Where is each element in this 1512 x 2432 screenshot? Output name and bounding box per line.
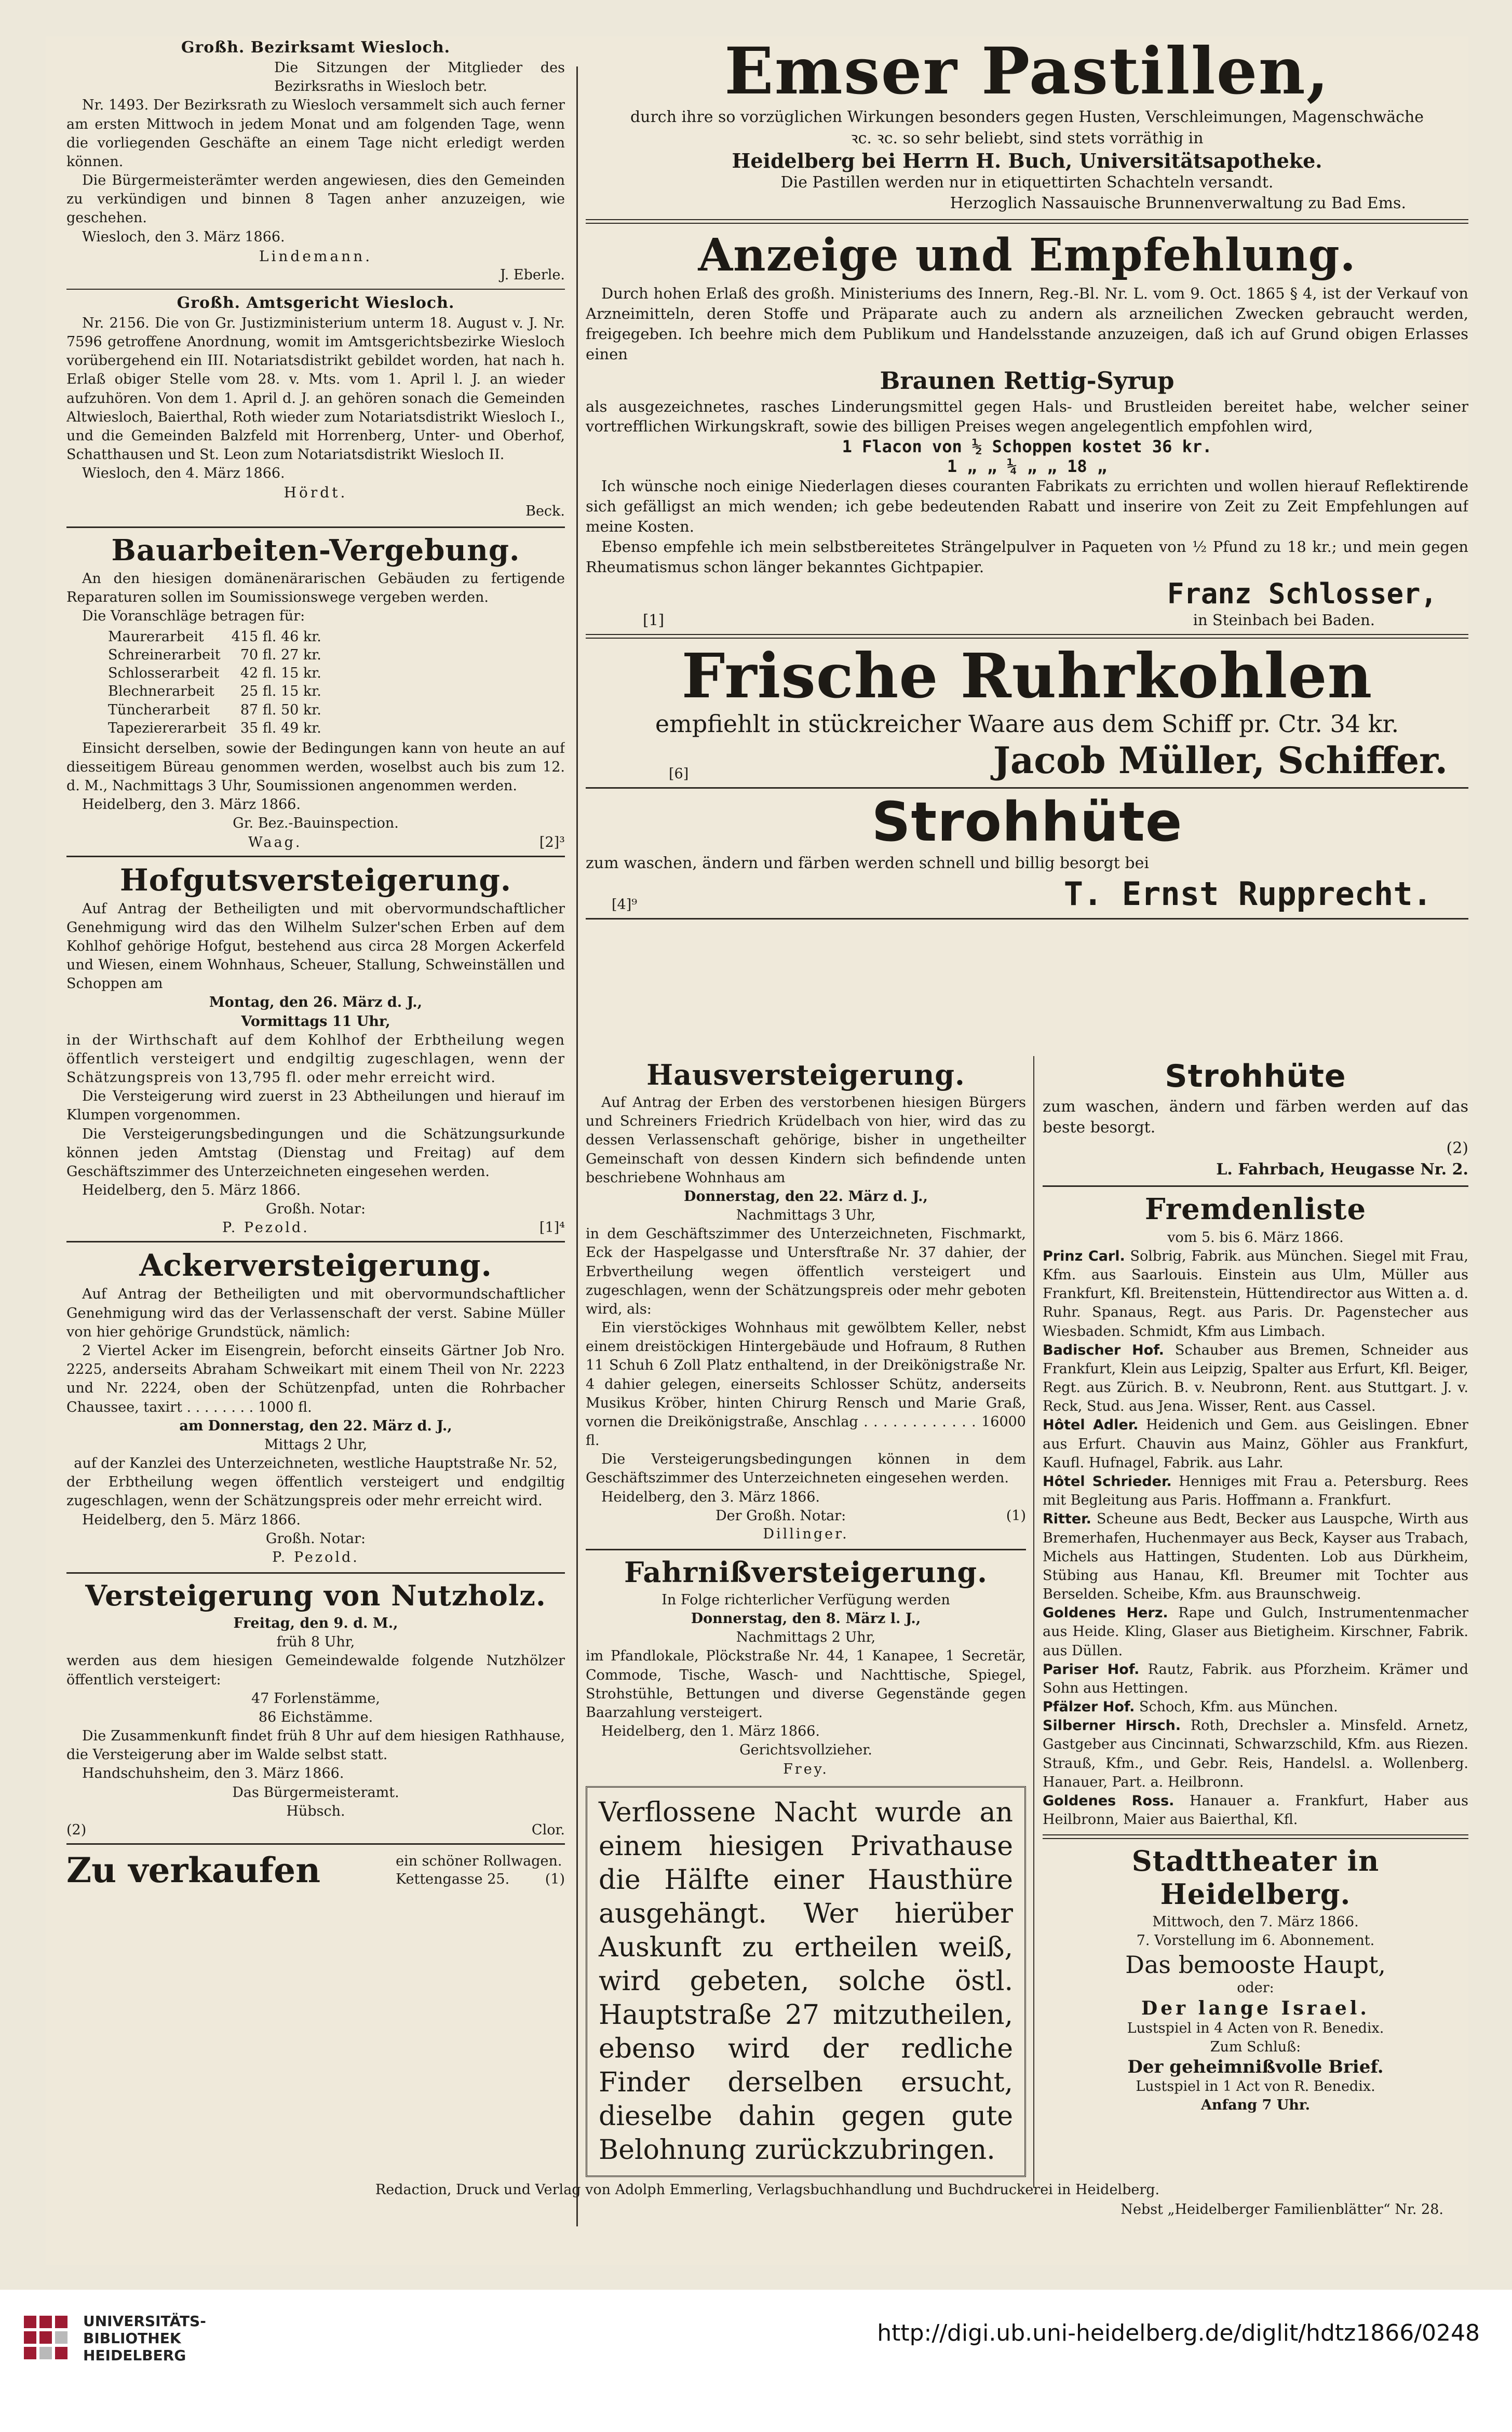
emser-line3: Heidelberg bei Herrn H. Buch, Universitätsapotheke. (732, 148, 1322, 172)
cost-row (108, 701, 329, 719)
bezirksamt-date: Wiesloch, den 3. März 1866. (82, 228, 285, 245)
hofgut-ref: [1]⁴ (539, 1220, 565, 1236)
divider (586, 219, 1468, 224)
stroh2-title: Strohhüte (1165, 1058, 1346, 1095)
nutzholz-ref: (2) (66, 1821, 87, 1838)
fremden-text: Solbrig, Fabrik. aus München. Siegel mit Frau, Kfm. aus Saarlouis. Einstein aus Ulm, Müller aus Frankfurt, Kfl. Breitenstein, Hüttendirector aus Witten a. d. Ruhr. Spanaus, Regt. aus Paris. Dr. Pagenstecher aus Wiesbaden. Schmidt, Kfm aus Limbach. (1043, 1248, 1468, 1340)
divider (66, 526, 565, 528)
fremden-hotel: Goldenes Herz. (1043, 1605, 1168, 1622)
fremden-entry (1043, 1247, 1468, 1341)
cost-name: Tüncherarbeit (108, 701, 210, 718)
hofgut-title: Hofgutsversteigerung. (119, 862, 512, 898)
fremden-entry (1043, 1792, 1468, 1829)
haus-office-row (586, 1508, 1026, 1524)
anzeige-product: Braunen Rettig-Syrup (880, 366, 1174, 395)
hofgut-when1: Montag, den 26. März d. J., (209, 994, 423, 1011)
anzeige-place: in Steinbach bei Baden. (1193, 611, 1375, 629)
fremden-text: Rape und Gulch, Instrumentenmacher aus Heide. Kling, Glaser aus Bietigheim. Kirschner, Fabrik. aus Düllen. (1043, 1605, 1468, 1659)
stroh2-line1: zum waschen, ändern und färben werden auf das beste besorgt. (1043, 1098, 1468, 1137)
bezirksamt-body: Nr. 1493. Der Bezirksrath zu Wiesloch versammelt sich auch ferner am ersten Mittwoch in jedem Monat und am folgenden Tage, wenn die vorliegenden Geschäfte an einem Tage nicht erledigt werden können. (66, 97, 565, 170)
divider (66, 1843, 565, 1845)
bezirksamt-title: Großh. Bezirksamt Wiesloch. (181, 38, 451, 57)
nutzholz-ref-row (66, 1822, 565, 1838)
kohlen-title: Frische Ruhrkohlen (681, 639, 1373, 712)
lower-right-section (586, 1056, 1468, 2204)
divider (1043, 1185, 1468, 1187)
fremden-text: Henniges mit Frau a. Petersburg. Rees mit Begleitung aus Paris. Hoffmann a. Frankfurt. (1043, 1473, 1468, 1509)
nutzholz-when2: früh 8 Uhr, (276, 1634, 355, 1651)
kohlen-name-row (586, 739, 1468, 782)
bauarbeiten-lead: Die Voranschläge betragen für: (82, 607, 305, 624)
fremden-hotel: Badischer Hof. (1043, 1342, 1164, 1358)
verkaufen-ref: (1) (545, 1871, 565, 1887)
emser-line5: Herzoglich Nassauische Brunnenverwaltung zu Bad Ems. (950, 194, 1406, 212)
cost-amount: 25 fl. 15 kr. (240, 683, 321, 700)
bauarbeiten-body: An den hiesigen domänenärarischen Gebäuden zu fertigende Reparaturen sollen im Soumissionswege vergeben werden. (66, 570, 565, 605)
bauarbeiten-office: Gr. Bez.-Bauinspection. (233, 815, 399, 832)
hofgut-when2: Vormittags 11 Uhr, (241, 1013, 390, 1030)
divider (586, 1549, 1026, 1550)
theater-line4: Zum Schluß: (1210, 2038, 1301, 2055)
bauarbeiten-sig-row (66, 834, 565, 850)
theater-line3: Lustspiel in 4 Acten von R. Benedix. (1127, 2020, 1384, 2036)
acker-when2: Mittags 2 Uhr, (264, 1436, 368, 1453)
nutzholz-body2: Die Zusammenkunft findet früh 8 Uhr auf dem hiesigen Rathhause, die Versteigerung aber im Walde selbst statt. (66, 1728, 565, 1763)
anzeige-title: Anzeige und Empfehlung. (698, 229, 1356, 282)
nutzholz-body: werden aus dem hiesigen Gemeindewalde folgende Nutzhölzer öffentlich versteigert: (66, 1653, 565, 1688)
cost-row (108, 646, 329, 664)
divider (586, 634, 1468, 639)
theater-line5: Lustspiel in 1 Act von R. Benedix. (1136, 2078, 1375, 2095)
bauarbeiten-table (108, 628, 329, 737)
cost-name: Schreinerarbeit (108, 647, 221, 664)
fremden-hotel: Ritter. (1043, 1511, 1091, 1528)
lower-right-col1 (586, 1056, 1026, 2177)
amtsgericht-sig1: Hördt. (284, 484, 348, 502)
theater-play2: Der lange Israel. (1141, 1997, 1370, 2019)
fahrniss-body: In Folge richterlicher Verfügung werden (662, 1591, 950, 1608)
right-column (586, 36, 1468, 2222)
stroh1-ref: [4]⁹ (612, 896, 638, 913)
fremden-hotel: Goldenes Ross. (1043, 1792, 1174, 1809)
fremden-entry (1043, 1698, 1468, 1717)
stroh1-title: Strohhüte (871, 790, 1183, 854)
fremden-entry (1043, 1416, 1468, 1472)
verkaufen-line1: ein schöner Rollwagen. (396, 1853, 562, 1869)
hofgut-date: Heidelberg, den 5. März 1866. (82, 1182, 301, 1199)
fremden-entry (1043, 1472, 1468, 1510)
inner-column-rule (1033, 1056, 1034, 2188)
university-library-logo-icon (21, 2313, 71, 2362)
fahrniss-title: Fahrnißversteigerung. (624, 1555, 988, 1589)
amtsgericht-title: Großh. Amtsgericht Wiesloch. (177, 293, 455, 312)
haus-office: Der Großh. Notar: (716, 1507, 846, 1524)
fremden-text: Rautz, Fabrik. aus Pforzheim. Krämer und Sohn aus Hettingen. (1043, 1661, 1468, 1696)
anzeige-body4: Ebenso empfehle ich mein selbstbereitetes Strängelpulver in Paqueten von ½ Pfund zu 18 kr.; und mein gegen Rheumatismus schon länger bekanntes Gichtpapier. (586, 537, 1468, 576)
bauarbeiten-date: Heidelberg, den 3. März 1866. (82, 796, 301, 813)
acker-date: Heidelberg, den 5. März 1866. (82, 1511, 301, 1528)
divider (66, 289, 565, 290)
acker-body4: der Erbtheilung wegen öffentlich versteigert und endgiltig zugeschlagen, wenn der Schätzungspreis oder mehr erreicht wird. (66, 1474, 565, 1509)
divider (586, 918, 1468, 920)
acker-body3: auf der Kanzlei des Unterzeichneten, westliche Hauptstraße Nr. 52, (74, 1455, 558, 1472)
haus-body2: in dem Geschäftszimmer des Unterzeichneten, Fischmarkt, Eck der Haspelgasse und Untersftraße Nr. 37 dahier, der Erbvertheilung wegen öffentlich versteigert und zugeschlagen, wenn der Schätzungspreis oder mehr geboten wird, als: (586, 1226, 1026, 1317)
kohlen-ref: [6] (669, 766, 689, 782)
nutzholz-sig2: Clor. (531, 1821, 565, 1838)
cost-amount: 42 fl. 15 kr. (240, 665, 321, 682)
library-name-line1: UNIVERSITÄTS- (83, 2313, 206, 2330)
library-name-line2: BIBLIOTHEK (83, 2330, 181, 2347)
verkaufen-line2-row (396, 1870, 565, 1888)
cost-amount: 70 fl. 27 kr. (240, 647, 321, 664)
fremden-hotel: Pariser Hof. (1043, 1661, 1140, 1678)
fremden-entry (1043, 1660, 1468, 1698)
stroh1-line1: zum waschen, ändern und färben werden schnell und billig besorgt bei (586, 854, 1149, 872)
fremden-hotel: Silberner Hirsch. (1043, 1718, 1181, 1734)
fremden-entry (1043, 1341, 1468, 1416)
fremden-text: Schauber aus Bremen, Schneider aus Frankfurt, Klein aus Leipzig, Spalter aus Erfurt, Kfl. Beiger, Regt. aus Zürich. B. v. Neubronn, Rent. aus Stuttgart. J. v. Reck, Stud. aus Jena. Wisser, Rent. aus Cassel. (1043, 1342, 1468, 1415)
anzeige-ref: [1] (643, 611, 665, 629)
library-name-line3: HEIDELBERG (83, 2347, 186, 2365)
haus-body4: Die Versteigerungsbedingungen können in dem Geschäftszimmer des Unterzeichneten eingesehen werden. (586, 1451, 1026, 1487)
fremden-text: Scheune aus Bedt, Becker aus Lauspche, Wirth aus Bremerhafen, Huchenmayer aus Beck, Kayser aus Trabach, Michels aus Hattingen, Studenten. Lob aus Dürkheim, Stübing aus Hanau, Kfl. Breumer mit Tochter aus Berselden. Scheibe, Kfm. aus Braunschweig. (1043, 1511, 1468, 1603)
divider (66, 1572, 565, 1574)
bezirksamt-sig2: J. Eberle. (500, 266, 565, 283)
fremden-entry (1043, 1510, 1468, 1604)
verkaufen-ad (66, 1850, 565, 1890)
acker-title: Ackerversteigerung. (139, 1248, 492, 1283)
fahrniss-office: Gerichtsvollzieher. (739, 1742, 872, 1759)
stroh1-name-row (586, 875, 1468, 913)
emser-line4: Die Pastillen werden nur in etiquettirten Schachteln versandt. (780, 173, 1274, 192)
nutzholz-date: Handschuhsheim, den 3. März 1866. (82, 1765, 344, 1782)
amtsgericht-date: Wiesloch, den 4. März 1866. (82, 465, 285, 482)
verloren-text: Verflossene Nacht wurde an einem hiesigen Privathause die Hälfte einer Hausthüre ausgehängt. Wer hierüber Auskunft zu ertheilen weiß, wird gebeten, solche östl. Hauptstraße 27 mitzutheilen, ebenso wird der redliche Finder derselben ersucht, dieselbe dahin gegen gute Belohnung zurückzubringen. (599, 1796, 1013, 2166)
theater-play3: Der geheimnißvolle Brief. (1127, 2057, 1384, 2078)
hofgut-body3: Die Versteigerung wird zuerst in 23 Abtheilungen und hierauf im Klumpen vorgenommen. (66, 1088, 565, 1124)
fahrniss-body2: im Pfandlokale, Plöckstraße Nr. 44, 1 Kanapee, 1 Secretär, Commode, Tische, Wasch- und Nachttische, Spiegel, Strohstühle, Bettungen und diverse Gegenstände gegen Baarzahlung versteigert. (586, 1648, 1026, 1721)
fremden-entry (1043, 1604, 1468, 1660)
haus-body3: Ein vierstöckiges Wohnhaus mit gewölbtem Keller, nebst einem dreistöckigen Hintergebäude und Hofraum, 8 Ruthen 11 Schuh 6 Zoll Platz enthaltend, in der Dreikönigstraße Nr. 4 dahier gelegen, einerseits Schlosser Schütz, anderseits Musikus Kröber, hinten Chirurg Rensch und Marie Graß, vornen die Dreikönigstraße, Anschlag . . . . . . . . . . . . 16000 fl. (586, 1320, 1026, 1449)
acker-sig: P. Pezold. (272, 1549, 359, 1565)
fremden-text: Roth, Drechsler a. Minsfeld. Arnetz, Gastgeber aus Cincinnati, Schwarzschild, Kfm. aus Riezen. Strauß, Kfm., und Gebr. Reis, Handelsl. a. Wollenberg. Hanauer, Part. a. Heilbronn. (1043, 1718, 1468, 1790)
cost-row (108, 719, 329, 737)
fremden-text: Heidenich und Gem. aus Geislingen. Ebner aus Erfurt. Chauvin aus Mainz, Göhler aus Frankfurt, Kaufl. Hufnagel, Fabrik. aus Lahr. (1043, 1417, 1468, 1471)
anzeige-place-row (586, 611, 1468, 629)
divider (586, 787, 1468, 789)
haus-when1: Donnerstag, den 22. März d. J., (684, 1188, 928, 1205)
verkaufen-title: Zu verkaufen (66, 1849, 321, 1890)
theater-line6: Anfang 7 Uhr. (1200, 2097, 1311, 2114)
haus-body: Auf Antrag der Erben des verstorbenen hiesigen Bürgers und Schreiners Friedrich Krüdelbach von hier, wird das zu dessen Verlassenschaft gehörige, bisher in ungetheilter Gemeinschaft von dessen Kindern sich befindende unten beschriebene Wohnhaus am (586, 1095, 1026, 1186)
footer-supplement: Nebst „Heidelberger Familienblätter“ Nr. 28. (1120, 2201, 1443, 2218)
lower-right-col2 (1043, 1056, 1468, 2115)
library-name (83, 2313, 206, 2364)
fahrniss-sig: Frey. (783, 1761, 829, 1777)
hofgut-sig-row (66, 1220, 565, 1236)
digital-library-url[interactable]: http://digi.ub.uni-heidelberg.de/diglit/hdtz1866/0248 (877, 2320, 1480, 2346)
amtsgericht-sig2: Beck. (525, 503, 565, 520)
cost-amount: 415 fl. 46 kr. (231, 629, 321, 645)
divider (66, 1241, 565, 1242)
verkaufen-line2: Kettengasse 25. (396, 1871, 510, 1887)
hofgut-body2: in der Wirthschaft auf dem Kohlhof der Erbtheilung wegen öffentlich versteigert und endgiltig zugeschlagen, wenn der Schätzungspreis von 13,795 fl. oder mehr erreicht wird. (66, 1032, 565, 1086)
cost-name: Maurerarbeit (108, 629, 204, 645)
theater-line2: 7. Vorstellung im 6. Abonnement. (1136, 1933, 1375, 1949)
fahrniss-when2: Nachmittags 2 Uhr, (736, 1629, 876, 1646)
theater-line1: Mittwoch, den 7. März 1866. (1152, 1914, 1359, 1930)
theater-title: Stadttheater in Heidelberg. (1131, 1844, 1380, 1911)
fremden-sub: vom 5. bis 6. März 1866. (1167, 1229, 1344, 1246)
kohlen-name: Jacob Müller, Schiffer. (993, 739, 1448, 782)
fremden-text: Schoch, Kfm. aus München. (1139, 1699, 1338, 1715)
fremden-text: Hanauer a. Frankfurt, Haber aus Heilbronn, Maier aus Baierthal, Kfl. (1043, 1792, 1468, 1828)
left-column (66, 36, 565, 2222)
haus-sig: Dillinger. (763, 1525, 849, 1542)
acker-office: Großh. Notar: (265, 1530, 366, 1547)
nutzholz-when1: Freitag, den 9. d. M., (233, 1615, 398, 1632)
anzeige-price2: 1 „ „ ¼ „ „ 18 „ (947, 456, 1108, 477)
cost-name: Tapeziererarbeit (108, 720, 226, 736)
hofgut-body4: Die Versteigerungsbedingungen und die Schätzungsurkunde können jeden Amtstag (Dienstag und Freitag) auf dem Geschäftszimmer des Unterzeichneten eingesehen werden. (66, 1126, 565, 1180)
fremden-title: Fremdenliste (1144, 1192, 1367, 1226)
hofgut-sig: P. Pezold. (222, 1220, 309, 1236)
anzeige-price1: 1 Flacon von ½ Schoppen kostet 36 kr. (842, 437, 1212, 457)
divider (66, 856, 565, 857)
library-bar (0, 2290, 1512, 2432)
bezirksamt-sig1: Lindemann. (259, 247, 373, 265)
haus-date: Heidelberg, den 3. März 1866. (601, 1489, 820, 1505)
nutzholz-title: Versteigerung von Nutzholz. (85, 1579, 546, 1613)
newspaper-page (46, 36, 1468, 2265)
cost-name: Schlosserarbeit (108, 665, 220, 682)
bauarbeiten-sig: Waag. (248, 834, 302, 850)
anzeige-body2: als ausgezeichnetes, rasches Linderungsmittel gegen Hals- und Brustleiden bereitet habe, welcher seiner vortrefflichen Wirkungskraft, sowie des billigen Preises wegen angelegentlich empfohlen wird, (586, 397, 1468, 436)
amtsgericht-body: Nr. 2156. Die von Gr. Justizministerium unterm 18. August v. J. Nr. 7596 getroffene Anordnung, womit im Amtsgerichtsbezirke Wiesloch vorübergehend ein III. Notariatsdistrikt gebildet worden, hat nach h. Erlaß obiger Stelle vom 28. v. Mts. vom 1. April l. J. an wieder aufzuhören. Von dem 1. April d. J. an gehören sonach die Gemeinden Altwiesloch, Baierthal, Roth wieder zum Notariatsdistrikt Wiesloch I., und die Gemeinden Balzfeld mit Horrenberg, Unter- und Oberhof, Schatthausen und St. Leon zum Notariatsdistrikt Wiesloch II. (66, 315, 565, 463)
emser-title: Emser Pastillen, (724, 36, 1330, 109)
acker-body: Auf Antrag der Betheiligten und mit obervormundschaftlicher Genehmigung wird das der Verlassenschaft der verst. Sabine Müller von hier gehörige Grundstück, nämlich: (66, 1286, 565, 1340)
fremden-hotel: Hôtel Schrieder. (1043, 1473, 1172, 1490)
fremden-hotel: Pfälzer Hof. (1043, 1699, 1135, 1715)
fremden-hotel: Hôtel Adler. (1043, 1417, 1139, 1434)
cost-amount: 35 fl. 49 kr. (240, 720, 321, 736)
cost-amount: 87 fl. 50 kr. (240, 701, 321, 718)
anzeige-body3: Ich wünsche noch einige Niederlagen dieses couranten Fabrikats zu errichten und wollen hierauf Reflektirende sich gefälligst an mich wenden; ich gebe bedeutenden Rabatt und inserire von Zeit zu Zeit Empfehlungen auf meine Kosten. (586, 477, 1468, 536)
cost-row (108, 628, 329, 646)
stroh2-name: L. Fahrbach, Heugasse Nr. 2. (1216, 1160, 1468, 1179)
theater-play1: Das bemooste Haupt, (1125, 1950, 1386, 1979)
fremden-hotel: Prinz Carl. (1043, 1248, 1125, 1264)
divider (1043, 1834, 1468, 1839)
bezirksamt-intro: Die Sitzungen der Mitglieder des Bezirksraths in Wiesloch betr. (274, 60, 565, 95)
theater-or: oder: (1237, 1979, 1274, 1996)
verloren-box (586, 1786, 1026, 2177)
fahrniss-date: Heidelberg, den 1. März 1866. (601, 1723, 820, 1740)
footer-imprint: Redaction, Druck und Verlag von Adolph Emmerling, Verlagsbuchhandlung und Buchdruckerei in Heidelberg. (375, 2182, 1160, 2198)
stroh2-ref: (2) (1446, 1139, 1468, 1158)
anzeige-name: Franz Schlosser, (1167, 577, 1437, 610)
fahrniss-when1: Donnerstag, den 8. März l. J., (691, 1611, 921, 1627)
cost-name: Blechnerarbeit (108, 683, 214, 700)
cost-row (108, 682, 329, 700)
column-rule (576, 66, 578, 2226)
anzeige-body: Durch hohen Erlaß des großh. Ministeriums des Innern, Reg.-Bl. Nr. L. vom 9. Oct. 1865 § 4, ist der Verkauf von Arzneimitteln, deren Stoffe und Präparate auch zu andern als arzneilichen Zwecken gebraucht werden, freigegeben. Ich beehre mich dem Publikum und Handelsstande anzuzeigen, daß ich auf Grund obigen Erlasses einen (586, 285, 1468, 363)
bezirksamt-body2: Die Bürgermeisterämter werden angewiesen, dies den Gemeinden zu verkündigen und binnen 8 Tagen anher anzuzeigen, wie geschehen. (66, 172, 565, 226)
stroh1-name: T. Ernst Rupprecht. (1063, 874, 1432, 913)
nutzholz-office: Das Bürgermeisteramt. (232, 1784, 399, 1801)
bauarbeiten-body2: Einsicht derselben, sowie der Bedingungen kann von heute an auf diesseitigem Büreau genommen werden, woselbst auch bis zum 12. d. M., Nachmittags 3 Uhr, Soumissionen angenommen werden. (66, 740, 565, 794)
emser-line2: ꝛc. ꝛc. so sehr beliebt, sind stets vorräthig in (851, 129, 1204, 147)
verkaufen-side (396, 1852, 565, 1888)
haus-ref: (1) (1006, 1507, 1026, 1524)
acker-body2: 2 Viertel Acker im Eisengrein, beforcht einseits Gärtner Job Nro. 2225, anderseits Abraham Schweikart mit einem Theil von Nr. 2223 und Nr. 2224, oben der Schützenpfad, unten die Rohrbacher Chaussee, taxirt . . . . . . . . 1000 fl. (66, 1342, 565, 1415)
nutzholz-item1: 47 Forlenstämme, (251, 1690, 380, 1707)
hofgut-office: Großh. Notar: (265, 1201, 366, 1218)
haus-title: Hausversteigerung. (646, 1058, 965, 1091)
bauarbeiten-ref: [2]³ (539, 834, 565, 850)
cost-row (108, 664, 329, 682)
emser-line1: durch ihre so vorzüglichen Wirkungen besonders gegen Husten, Verschleimungen, Magenschwäche (630, 108, 1424, 127)
nutzholz-sig: Hübsch. (286, 1803, 345, 1819)
acker-when1: am Donnerstag, den 22. März d. J., (179, 1417, 452, 1434)
bauarbeiten-title: Bauarbeiten-Vergebung. (111, 533, 520, 568)
fremden-entry (1043, 1717, 1468, 1792)
kohlen-line1: empfiehlt in stückreicher Waare aus dem Schiff pr. Ctr. 34 kr. (655, 710, 1399, 738)
haus-when2: Nachmittags 3 Uhr, (736, 1207, 876, 1224)
nutzholz-item2: 86 Eichstämme. (258, 1709, 373, 1725)
hofgut-body: Auf Antrag der Betheiligten und mit obervormundschaftlicher Genehmigung wird das den Wilhelm Sulzer'schen Erben auf dem Kohlhof gehörige Hofgut, bestehend aus circa 28 Morgen Ackerfeld und Wiesen, einem Wohnhaus, Scheuer, Stallung, Schweinställen und Schoppen am (66, 900, 565, 992)
